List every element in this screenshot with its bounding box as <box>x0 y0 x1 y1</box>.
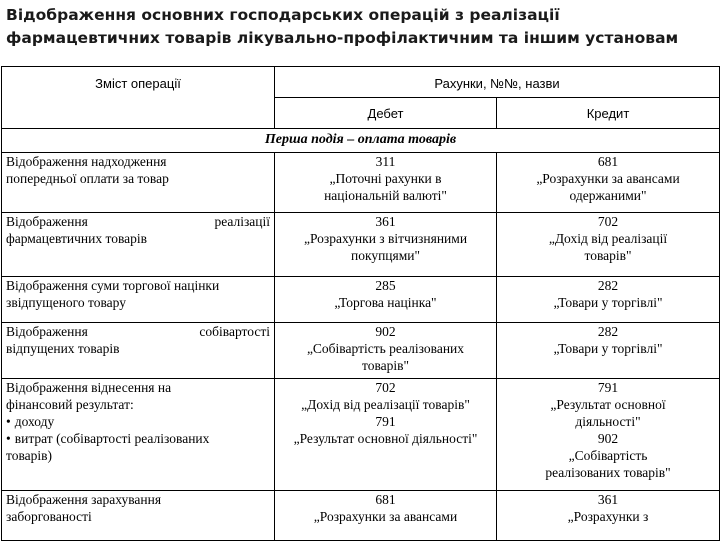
header-accounts: Рахунки, №№, назви <box>275 67 720 98</box>
account-name-line: національній валюті" <box>324 188 447 203</box>
account-name-line: одержаними" <box>569 188 647 203</box>
account-name-line: реалізованих товарів" <box>545 465 671 480</box>
account-name-line: „Розрахунки з <box>567 509 649 524</box>
table-row <box>2 323 720 379</box>
account-name-line: „Собівартість <box>568 448 648 463</box>
operation-description <box>2 379 275 491</box>
account-name-line: „Розрахунки за авансами <box>536 171 680 186</box>
account-name-line: „Розрахунки за авансами <box>313 509 458 524</box>
operation-description <box>2 323 275 379</box>
account-name-line: „Розрахунки з вітчизняними <box>303 231 468 246</box>
account-number: 282 <box>597 278 619 293</box>
description-line: Відображення собівартості <box>6 324 270 339</box>
account-name-line: товарів" <box>361 358 410 373</box>
account-number: 681 <box>597 154 619 169</box>
account-name-line: „Товари у торгівлі" <box>553 295 663 310</box>
credit-account <box>497 323 720 379</box>
account-name-line: „Собівартість реалізованих <box>306 341 465 356</box>
debit-account <box>275 379 497 491</box>
account-number: 702 <box>375 380 396 395</box>
account-number: 681 <box>375 492 396 507</box>
account-name-line: покупцями" <box>350 248 421 263</box>
page-title <box>6 4 716 50</box>
account-name-line: „Торгова націнка" <box>334 295 437 310</box>
operation-description <box>2 491 275 541</box>
debit-account <box>275 213 497 277</box>
operation-description <box>2 213 275 277</box>
account-number: 702 <box>597 214 619 229</box>
operations-table <box>1 66 720 541</box>
credit-account <box>497 153 720 213</box>
account-number: 791 <box>597 380 619 395</box>
account-number: 282 <box>597 324 619 339</box>
account-name-line: „Товари у торгівлі" <box>553 341 663 356</box>
table-row <box>2 213 720 277</box>
description-line: звідпущеного товару <box>6 295 126 310</box>
account-name-line: „Поточні рахунки в <box>329 171 442 186</box>
debit-account <box>275 491 497 541</box>
account-number: 361 <box>597 492 619 507</box>
header-debit: Дебет <box>275 98 497 129</box>
credit-account <box>497 491 720 541</box>
header-credit: Кредит <box>497 98 720 129</box>
account-number: 361 <box>375 214 396 229</box>
table-row <box>2 379 720 491</box>
section-title: Перша подія – оплата товарів <box>2 129 720 153</box>
description-line: Відображення реалізації <box>6 214 270 229</box>
debit-account <box>275 153 497 213</box>
account-name-line: „Результат основної <box>550 397 666 412</box>
description-bullet: • доходу <box>6 413 270 430</box>
title-line-1: Відображення основних господарських операцій з реалізації <box>6 6 560 24</box>
description-line: фінансовий результат: <box>6 397 134 412</box>
account-name-line: „Дохід від реалізації <box>548 231 668 246</box>
credit-account <box>497 277 720 323</box>
description-line: фармацевтичних товарів <box>6 231 148 246</box>
account-name-line: „Результат основної діяльності" <box>293 431 478 446</box>
description-line: попередньої оплати за товар <box>6 171 169 186</box>
credit-account <box>497 213 720 277</box>
description-line: відпущених товарів <box>6 341 120 356</box>
account-number: 902 <box>375 324 396 339</box>
table-row <box>2 277 720 323</box>
description-line: Відображення надходження <box>6 154 167 169</box>
description-line: заборгованості <box>6 509 92 524</box>
title-line-2: фармацевтичних товарів лікувально-профілактичним та іншим установам <box>6 29 679 47</box>
account-name-line: товарів" <box>584 248 632 263</box>
description-line: Відображення віднесення на <box>6 380 172 395</box>
description-line: товарів) <box>6 448 53 463</box>
operation-description <box>2 277 275 323</box>
account-number: 285 <box>375 278 396 293</box>
credit-account <box>497 379 720 491</box>
description-line: Відображення суми торгової націнки <box>6 278 220 293</box>
debit-account <box>275 323 497 379</box>
account-number: 791 <box>375 414 396 429</box>
table-row <box>2 153 720 213</box>
operation-description <box>2 153 275 213</box>
account-name-line: діяльності" <box>575 414 641 429</box>
description-line: Відображення зарахування <box>6 492 162 507</box>
account-number: 311 <box>375 154 396 169</box>
account-name-line: „Дохід від реалізації товарів" <box>301 397 470 412</box>
header-content: Зміст операції <box>2 67 275 129</box>
description-bullet: • витрат (собівартості реалізованих <box>6 430 270 447</box>
table-row <box>2 491 720 541</box>
account-number: 902 <box>597 431 619 446</box>
debit-account <box>275 277 497 323</box>
